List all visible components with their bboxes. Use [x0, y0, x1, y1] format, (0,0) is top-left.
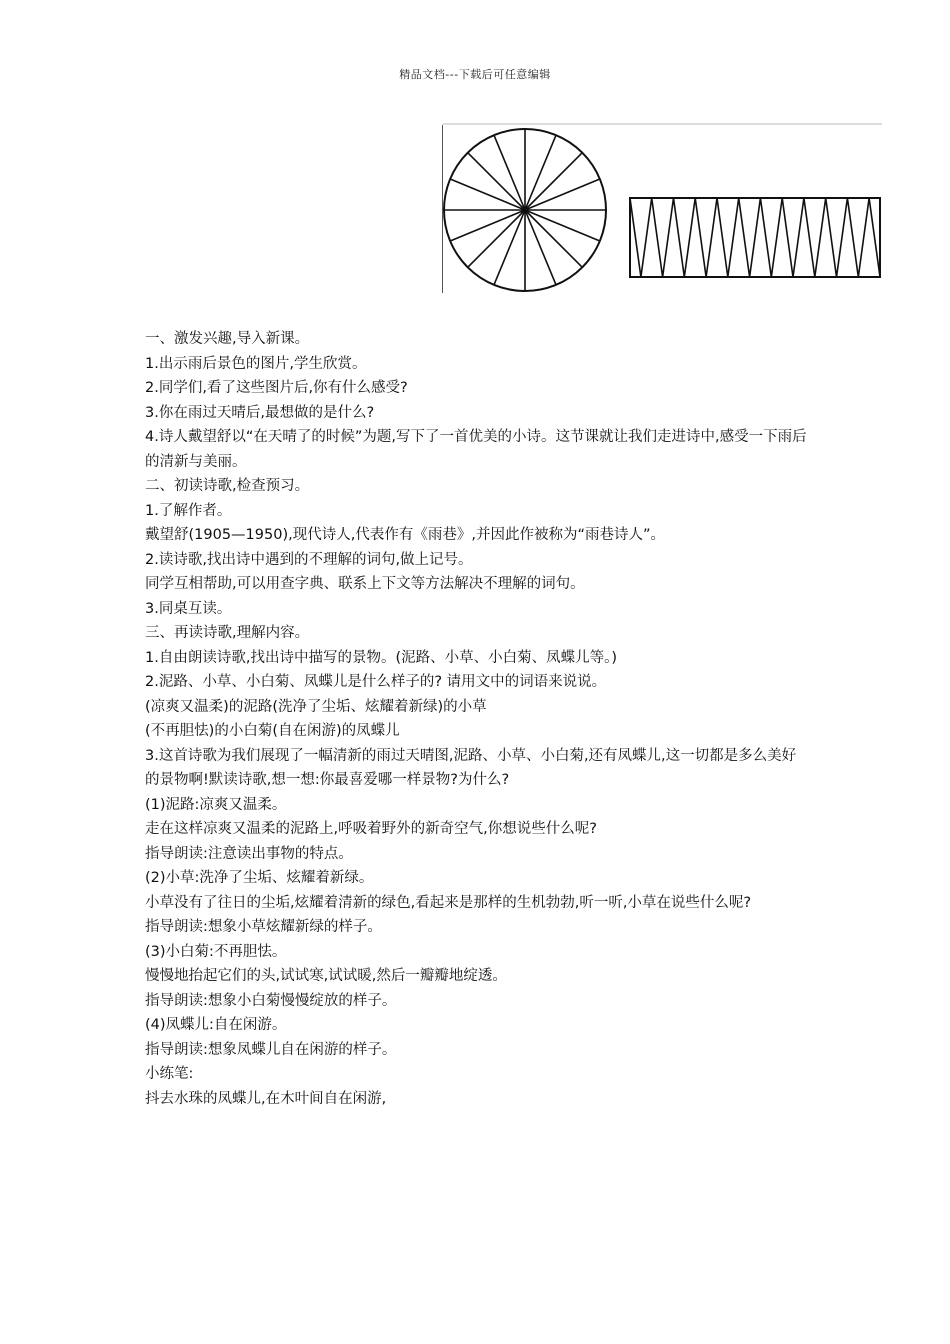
circle-area-figure: [441, 123, 882, 295]
text-line: (凉爽又温柔)的泥路(洗净了尘垢、炫耀着新绿)的小草: [145, 698, 487, 715]
text-line: 4.诗人戴望舒以“在天晴了的时候”为题,写下了一首优美的小诗。这节课就让我们走进诗中,感受一下雨后的清新与美丽。: [145, 429, 807, 470]
text-line: 3.你在雨过天晴后,最想做的是什么?: [145, 404, 375, 421]
text-line: (4)凤蝶儿:自在闲游。: [145, 1017, 287, 1033]
text-line: (1)泥路:凉爽又温柔。: [145, 796, 287, 813]
text-line: 小练笔:: [145, 1066, 194, 1082]
text-line: 指导朗读:想象凤蝶儿自在闲游的样子。: [145, 1041, 397, 1058]
text-line: 1.了解作者。: [145, 502, 232, 519]
text-line: 戴望舒(1905—1950),现代诗人,代表作有《雨巷》,并因此作被称为“雨巷诗人”。: [145, 527, 665, 543]
text-line: 1.自由朗读诗歌,找出诗中描写的景物。(泥路、小草、小白菊、凤蝶儿等。): [145, 649, 618, 666]
circle-radius: [468, 153, 525, 210]
text-line: 慢慢地抬起它们的头,试试寒,试试暖,然后一瓣瓣地绽透。: [145, 968, 507, 984]
text-line: 同学互相帮助,可以用查字典、联系上下文等方法解决不理解的词句。: [145, 576, 585, 592]
text-line: 二、初读诗歌,检查预习。: [145, 478, 310, 494]
lesson-content: [145, 327, 810, 1111]
rearranged-strip: [630, 198, 880, 277]
circle-radius: [525, 210, 582, 267]
text-line: 2.泥路、小草、小白菊、凤蝶儿是什么样子的? 请用文中的词语来说说。: [145, 674, 607, 690]
text-line: 指导朗读:注意读出事物的特点。: [145, 845, 353, 862]
text-line: 一、激发兴趣,导入新课。: [145, 331, 310, 347]
circle-radius: [525, 153, 582, 210]
text-line: 1.出示雨后景色的图片,学生欣赏。: [145, 355, 367, 372]
text-line: 2.读诗歌,找出诗中遇到的不理解的词句,做上记号。: [145, 551, 473, 568]
text-line: 抖去水珠的凤蝶儿,在木叶间自在闲游,: [145, 1090, 387, 1107]
page-header: 精品文档---下载后可任意编辑: [399, 68, 551, 81]
strip-zigzag: [630, 198, 880, 277]
text-line: 3.这首诗歌为我们展现了一幅清新的雨过天晴图,泥路、小草、小白菊,还有凤蝶儿,这一切都是多么美好的景物啊!默读诗歌,想一想:你最喜爱哪一样景物?为什么?: [145, 747, 797, 788]
text-line: 走在这样凉爽又温柔的泥路上,呼吸着野外的新奇空气,你想说些什么呢?: [145, 821, 597, 837]
sectioned-circle: [444, 129, 606, 291]
text-line: (3)小白菊:不再胆怯。: [145, 943, 287, 960]
text-line: 小草没有了往日的尘垢,炫耀着清新的绿色,看起来是那样的生机勃勃,听一听,小草在说些什么呢?: [145, 894, 752, 911]
text-line: (不再胆怯)的小白菊(自在闲游)的凤蝶儿: [145, 723, 400, 739]
text-line: 3.同桌互读。: [145, 600, 232, 617]
circle-radius: [468, 210, 525, 267]
text-line: 指导朗读:想象小草炫耀新绿的样子。: [145, 919, 382, 935]
text-line: (2)小草:洗净了尘垢、炫耀着新绿。: [145, 870, 374, 886]
text-line: 2.同学们,看了这些图片后,你有什么感受?: [145, 380, 408, 396]
figure-drawing: [441, 123, 882, 295]
text-line: 三、再读诗歌,理解内容。: [145, 625, 310, 641]
text-line: 指导朗读:想象小白菊慢慢绽放的样子。: [145, 992, 397, 1009]
